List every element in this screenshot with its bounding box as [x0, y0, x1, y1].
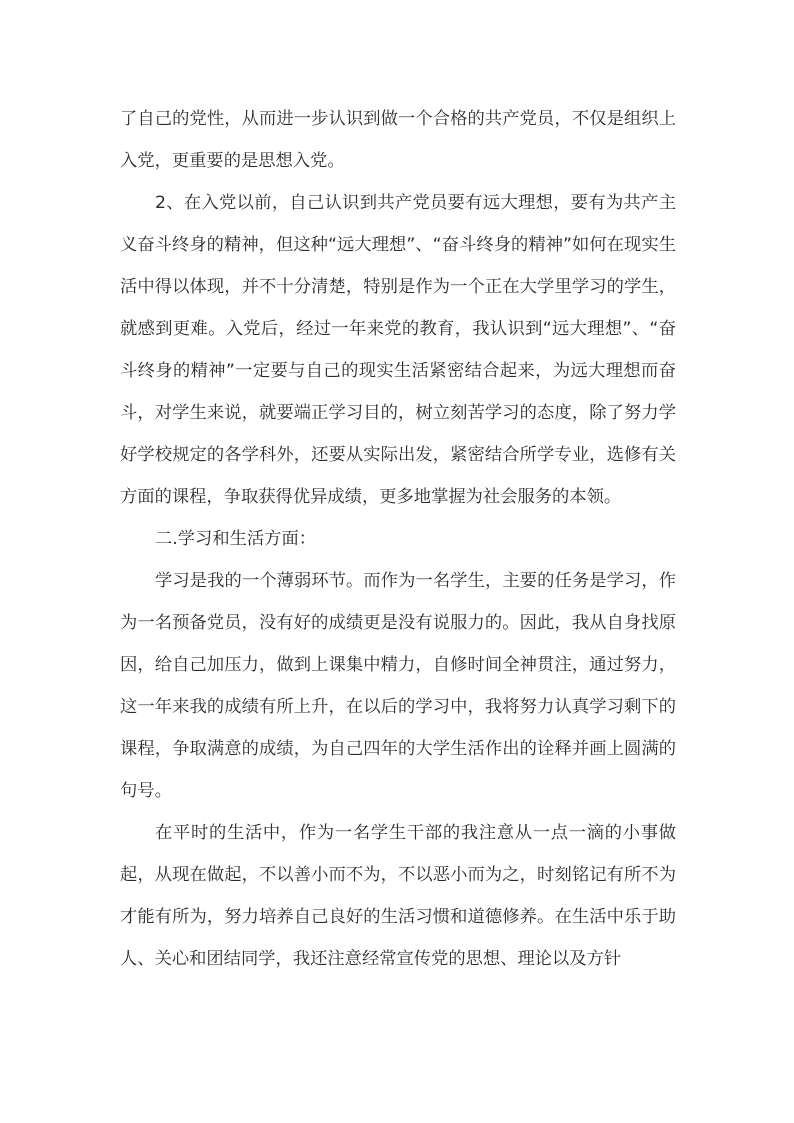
- document-body: [120, 98, 676, 980]
- paragraph-ideal: 2、在入党以前，自己认识到共产党员要有远大理想，要有为共产主义奋斗终身的精神，但这种“远大理想”、“奋斗终身的精神”如何在现实生活中得以体现，并不十分清楚，特别是作为一个正在大学里学习的学生，就感到更难。入党后，经过一年来党的教育，我认识到“远大理想”、“奋斗终身的精神”一定要与自己的现实生活紧密结合起来，为远大理想而奋斗，对学生来说，就要端正学习目的，树立刻苦学习的态度，除了努力学好学校规定的各学科外，还要从实际出发，紧密结合所学专业，选修有关方面的课程，争取获得优异成绩，更多地掌握为社会服务的本领。: [120, 193, 676, 507]
- paragraph-study: 学习是我的一个薄弱环节。而作为一名学生，主要的任务是学习，作为一名预备党员，没有好的成绩更是没有说服力的。因此，我从自身找原因，给自己加压力，做到上课集中精力，自修时间全神贯注，通过努力，这一年来我的成绩有所上升，在以后的学习中，我将努力认真学习剩下的课程，争取满意的成绩，为自己四年的大学生活作出的诠释并画上圆满的句号。: [120, 571, 676, 801]
- section-heading-study-life: 二.学习和生活方面：: [155, 529, 317, 549]
- paragraph-life: 在平时的生活中，作为一名学生干部的我注意从一点一滴的小事做起，从现在做起，不以善小而不为，不以恶小而为之，时刻铭记有所不为才能有所为，努力培养自己良好的生活习惯和道德修养。在生活中乐于助人、关心和团结同学，我还注意经常宣传党的思想、理论以及方针: [120, 823, 676, 969]
- paragraph-continuation: 了自己的党性，从而进一步认识到做一个合格的共产党员，不仅是组织上入党，更重要的是思想入党。: [120, 109, 676, 171]
